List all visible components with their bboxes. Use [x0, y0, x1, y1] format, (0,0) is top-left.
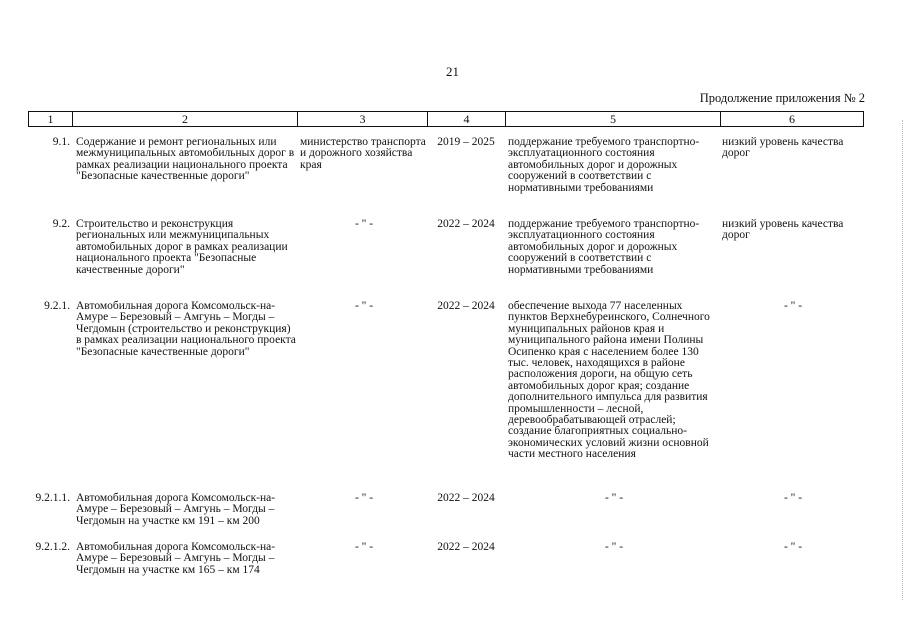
implementation-period: 2022 – 2024 [437, 218, 495, 230]
row-number: 9.1. [52, 136, 70, 148]
appendix-continuation-label: Продолжение приложения № 2 [699, 91, 865, 105]
header-col-2: 2 [73, 112, 298, 126]
row-number: 9.2.1. [44, 300, 70, 312]
expected-result: - " - [604, 541, 624, 553]
measure-name: Автомобильная дорога Комсомольск-на-Амуре – Березовый – Амгунь – Могды – Чегдомын (строительство и реконструкция) в рамках реализации национального проекта "Безопасные качественные дороги" [76, 300, 296, 358]
header-col-1: 1 [29, 112, 73, 126]
implementation-period: 2019 – 2025 [437, 136, 495, 148]
implementation-period: 2022 – 2024 [437, 300, 495, 312]
page-number: 21 [446, 64, 459, 79]
expected-result: - " - [604, 492, 624, 504]
row-number: 9.2.1.2. [35, 541, 70, 553]
row-number: 9.2.1.1. [35, 492, 70, 504]
responsible-executor: - " - [354, 218, 374, 230]
measure-name: Автомобильная дорога Комсомольск-на-Амуре – Березовый – Амгунь – Могды – Чегдомын на участке км 165 – км 174 [76, 541, 276, 576]
header-col-5: 5 [506, 112, 721, 126]
responsible-executor: - " - [354, 541, 374, 553]
consequence: - " - [783, 541, 803, 553]
header-col-6: 6 [789, 112, 795, 126]
page-edge-line [901, 120, 903, 600]
header-col-4: 4 [428, 112, 506, 126]
header-col-3: 3 [298, 112, 428, 126]
consequence: - " - [783, 492, 803, 504]
expected-result: поддержание требуемого транспортно-эксплуатационного состояния автомобильных дорог и дорожных сооружений в соответствии с нормативными требованиями [508, 136, 700, 194]
consequence: низкий уровень качества дорог [722, 218, 844, 242]
expected-result: поддержание требуемого транспортно-эксплуатационного состояния автомобильных дорог и дорожных сооружений в соответствии с нормативными требованиями [508, 218, 700, 276]
table-header [28, 111, 864, 127]
expected-result: обеспечение выхода 77 населенных пунктов Верхнебуреинского, Солнечного муниципальных районов края и муниципального района имени Полины Осипенко края с населением более 130 тыс. человек, находящихся в районе расположения дороги, на общую сеть автомобильных дорог края; создание дополнительного импульса для развития промышленности – лесной, деревообрабатывающей отраслей; создание благоприятных социально-экономических условий жизни основной части местного населения [508, 300, 710, 461]
measure-name: Автомобильная дорога Комсомольск-на-Амуре – Березовый – Амгунь – Могды – Чегдомын на участке км 191 – км 200 [76, 492, 276, 527]
responsible-executor: - " - [354, 492, 374, 504]
consequence: низкий уровень качества дорог [722, 136, 844, 160]
implementation-period: 2022 – 2024 [437, 492, 495, 504]
consequence: - " - [783, 300, 803, 312]
measure-name: Строительство и реконструкция региональных или межмуниципальных автомобильных дорог в рамках реализации национального проекта "Безопасные качественные дороги" [76, 218, 288, 276]
row-number: 9.2. [52, 218, 70, 230]
responsible-executor: - " - [354, 300, 374, 312]
responsible-executor: министерство транспорта и дорожного хозяйства края [300, 136, 426, 171]
measure-name: Содержание и ремонт региональных или межмуниципальных автомобильных дорог в рамках реализации национального проекта "Безопасные качественные дороги" [76, 136, 295, 183]
implementation-period: 2022 – 2024 [437, 541, 495, 553]
